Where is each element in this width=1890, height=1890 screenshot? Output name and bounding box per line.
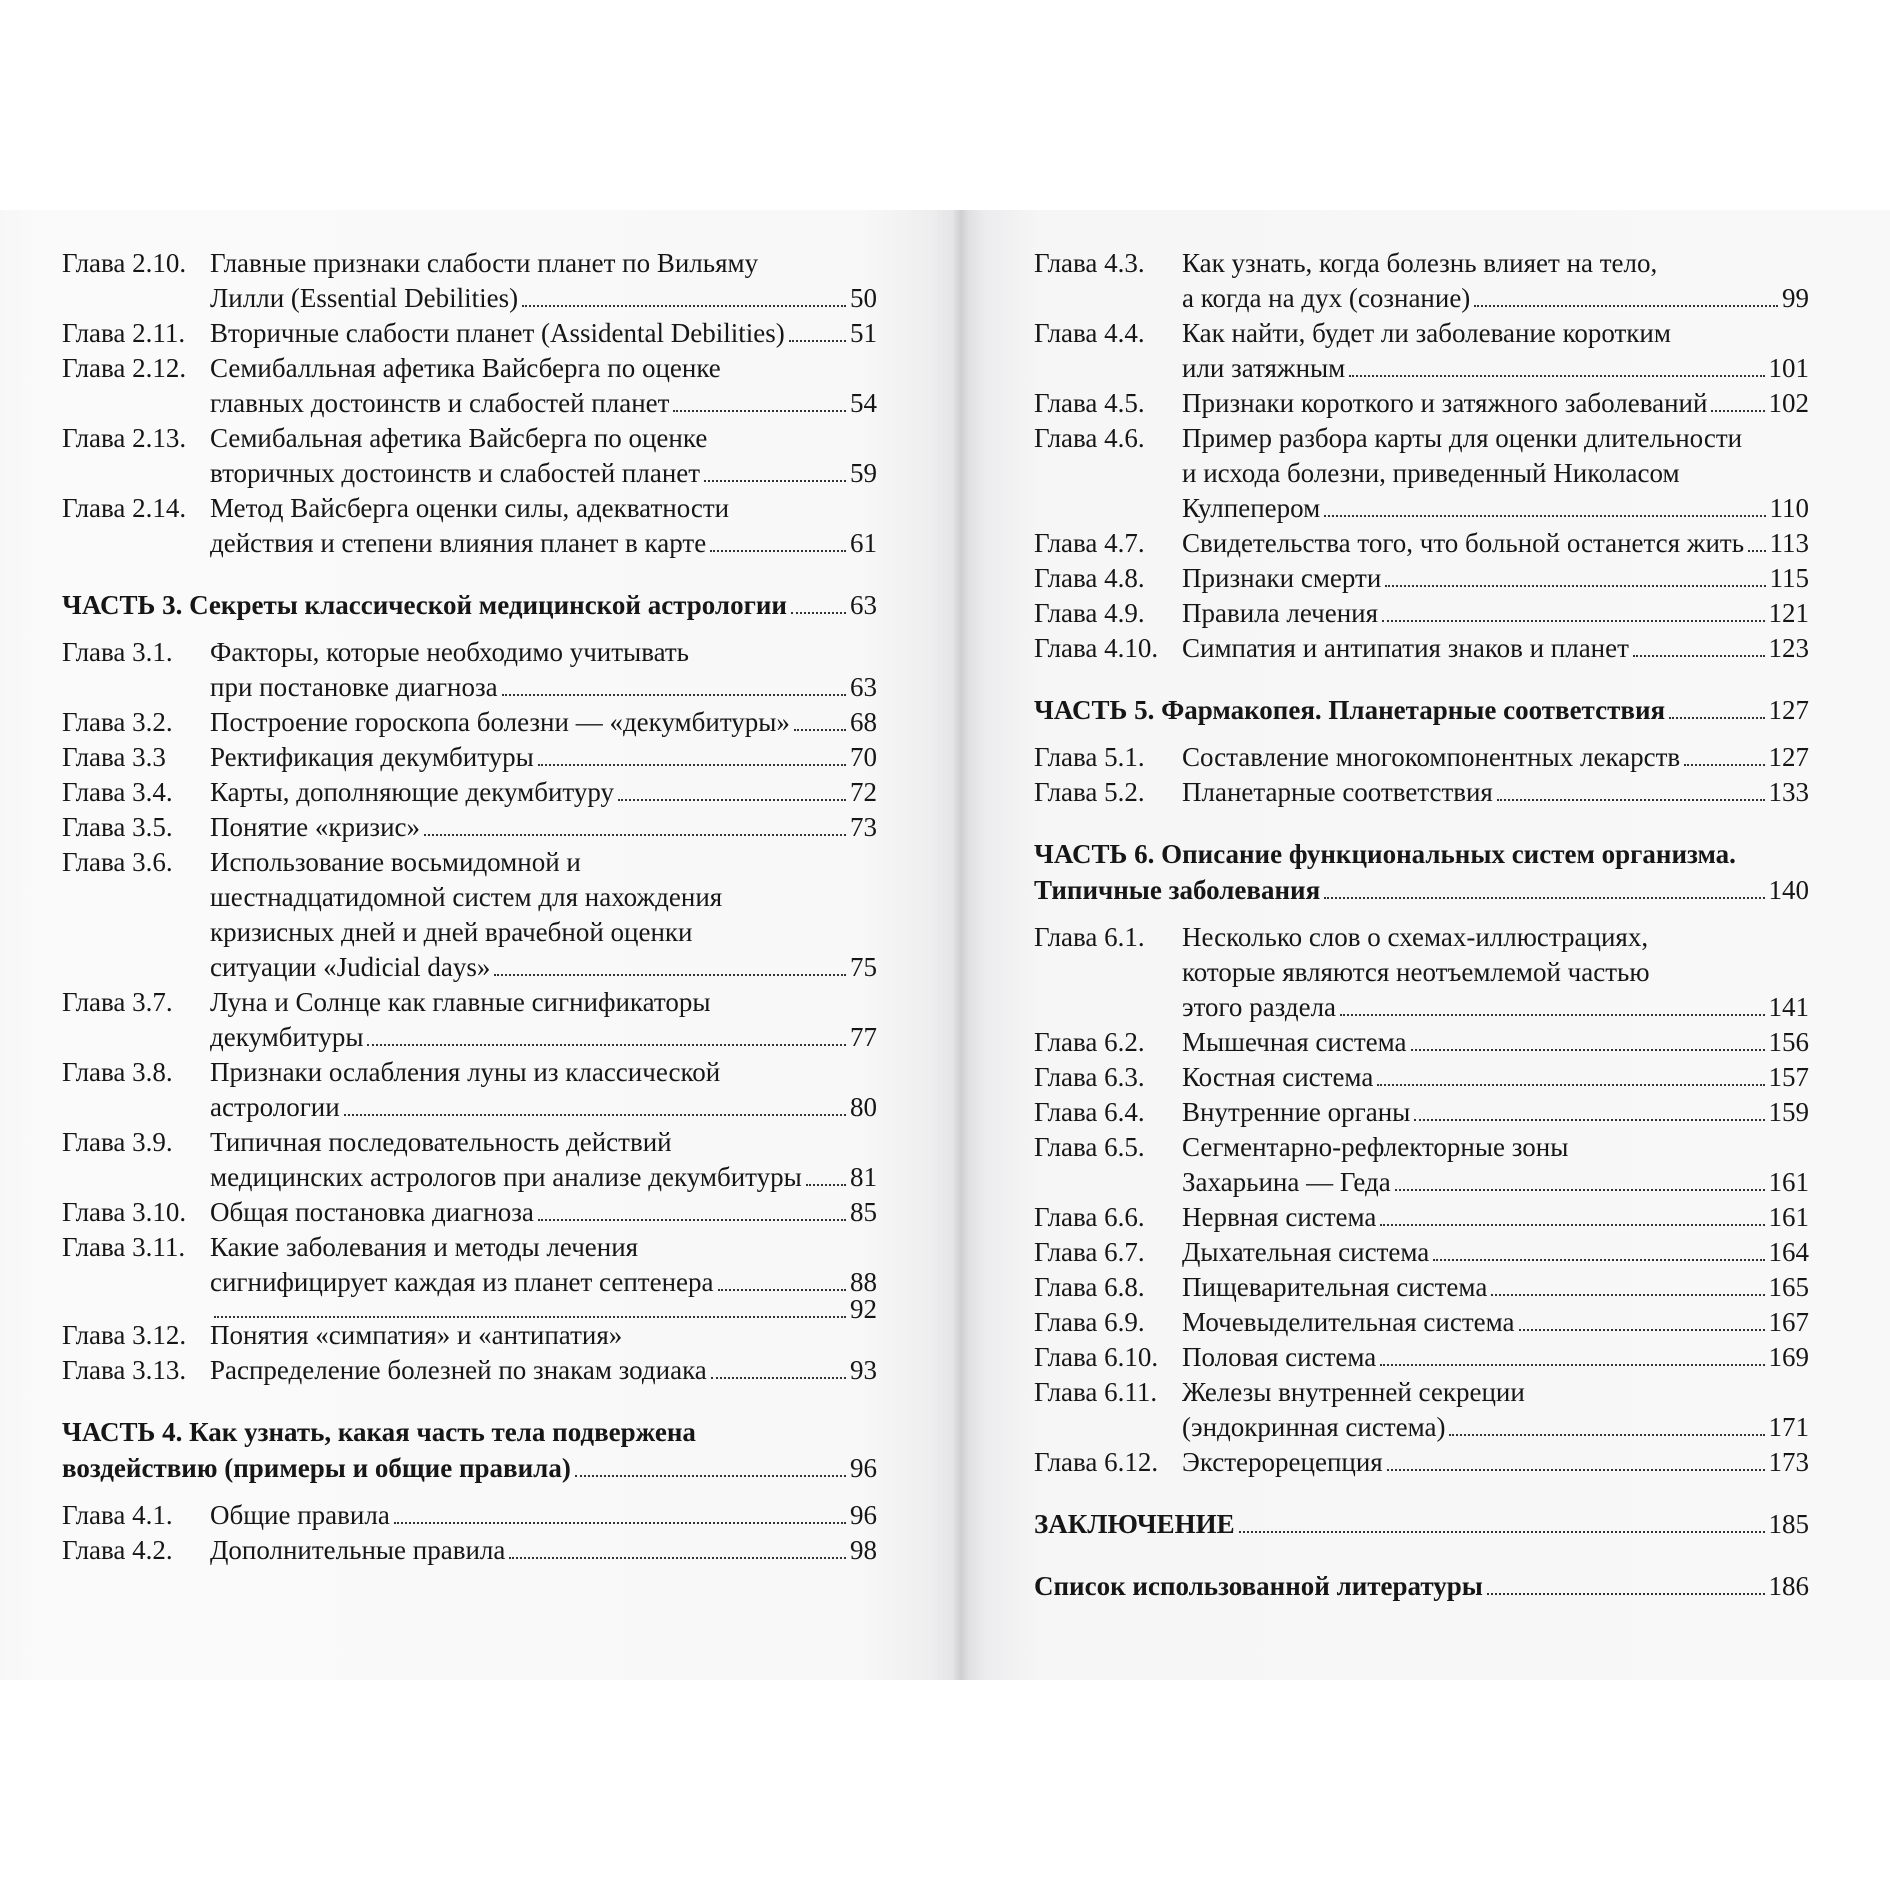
toc-dot-leader [1382, 619, 1764, 622]
toc-entry [62, 985, 877, 1055]
toc-page-number: 171 [1768, 1412, 1809, 1442]
toc-entry-title-line: Общие правила [210, 1500, 390, 1530]
toc-entry-title-line: Как узнать, когда болезнь влияет на тело, [1182, 248, 1658, 278]
toc-chapter-number: Глава 6.8. [1034, 1272, 1145, 1302]
toc-entry [1034, 1270, 1809, 1305]
toc-page-number: 101 [1768, 353, 1809, 383]
toc-entry-title-line: ситуации «Judicial days» [210, 952, 491, 982]
toc-entry-title-line: Общая постановка диагноза [210, 1197, 534, 1227]
toc-entry-title-line: Свидетельства того, что больной останется жить [1182, 528, 1745, 558]
toc-dot-leader [1380, 1363, 1764, 1366]
toc-page-number: 96 [850, 1453, 877, 1483]
toc-chapter-number: Глава 4.8. [1034, 563, 1145, 593]
toc-entry-title-line: Железы внутренней секреции [1182, 1377, 1525, 1407]
toc-page-number: 88 [850, 1267, 877, 1297]
toc-entry [1034, 596, 1809, 631]
toc-entry-title-line: Признаки короткого и затяжного заболеваний [1182, 388, 1708, 418]
toc-entry [62, 1498, 877, 1533]
toc-page-number: 96 [850, 1500, 877, 1530]
toc-chapter-number: Глава 4.1. [62, 1500, 173, 1530]
toc-page-number: 99 [1782, 283, 1809, 313]
toc-entry-title-line: Семибалльная афетика Вайсберга по оценке [210, 353, 721, 383]
toc-entry-title-line: Типичная последовательность действий [210, 1127, 672, 1157]
toc-entry [1034, 920, 1809, 1025]
toc-entry-title-line: Дополнительные правила [210, 1535, 506, 1565]
toc-chapter-number: Глава 3.4. [62, 777, 173, 807]
toc-chapter-number: Глава 3.2. [62, 707, 173, 737]
toc-entry-title-line: ЧАСТЬ 5. Фармакопея. Планетарные соответствия [1034, 695, 1666, 725]
toc-dot-leader [791, 611, 846, 614]
toc-entry-title-line: Типичные заболевания [1034, 875, 1321, 905]
toc-chapter-number: Глава 6.7. [1034, 1237, 1145, 1267]
toc-page-number: 186 [1768, 1571, 1809, 1601]
toc-entry [62, 1125, 877, 1195]
toc-entry-title-line: Понятие «кризис» [210, 812, 421, 842]
toc-entry-title-line: действия и степени влияния планет в карте [210, 528, 707, 558]
toc-dot-leader [509, 1556, 846, 1559]
toc-entry-title-line: Симпатия и антипатия знаков и планет [1182, 633, 1629, 663]
toc-dot-leader [538, 1218, 846, 1221]
toc-part-heading [1034, 836, 1809, 908]
toc-chapter-number: Глава 3.10. [62, 1197, 187, 1227]
toc-entry [62, 1055, 877, 1125]
toc-dot-leader [794, 728, 846, 731]
toc-dot-leader [1497, 798, 1765, 801]
toc-dot-leader [367, 1043, 846, 1046]
toc-chapter-number: Глава 4.3. [1034, 248, 1145, 278]
book-spread [0, 210, 1890, 1680]
toc-dot-leader [1684, 763, 1764, 766]
toc-dot-leader [718, 1288, 846, 1291]
toc-entry [62, 1294, 877, 1324]
toc-dot-leader [1748, 549, 1765, 552]
toc-entry [1034, 1340, 1809, 1375]
toc-dot-leader [618, 798, 846, 801]
toc-page-number: 81 [850, 1162, 877, 1192]
book-gutter [954, 210, 968, 1680]
toc-page-number: 80 [850, 1092, 877, 1122]
toc-dot-leader [1385, 584, 1765, 587]
toc-entry-title-line: Составление многокомпонентных лекарств [1182, 742, 1681, 772]
toc-entry [1034, 631, 1809, 666]
toc-dot-leader [1449, 1433, 1764, 1436]
toc-dot-leader [1474, 304, 1778, 307]
toc-chapter-number: Глава 6.5. [1034, 1132, 1145, 1162]
toc-entry-title-line: медицинских астрологов при анализе декумбитуры [210, 1162, 802, 1192]
toc-entry-title-line: (эндокринная система) [1182, 1412, 1446, 1442]
toc-dot-leader [1340, 1013, 1764, 1016]
toc-entry [62, 246, 877, 316]
toc-entry-title-line: астрологии [210, 1092, 340, 1122]
toc-dot-leader [1324, 514, 1765, 517]
toc-entry [62, 316, 877, 351]
toc-entry [62, 775, 877, 810]
toc-entry-title-line: воздействию (примеры и общие правила) [62, 1453, 571, 1483]
toc-dot-leader [344, 1113, 846, 1116]
toc-entry-title-line: кризисных дней и дней врачебной оценки [210, 917, 693, 947]
toc-part-heading [62, 1414, 877, 1486]
toc-chapter-number: Глава 2.13. [62, 423, 187, 453]
toc-entry [62, 1195, 877, 1230]
toc-page-number: 63 [850, 590, 877, 620]
toc-chapter-number: Глава 5.2. [1034, 777, 1145, 807]
toc-dot-leader [538, 763, 846, 766]
toc-entry-title-line: этого раздела [1182, 992, 1337, 1022]
toc-dot-leader [522, 304, 846, 307]
toc-dot-leader [575, 1474, 846, 1477]
toc-entry [62, 1318, 877, 1353]
toc-chapter-number: Глава 2.11. [62, 318, 186, 348]
toc-chapter-number: Глава 6.1. [1034, 922, 1145, 952]
toc-entry [1034, 1130, 1809, 1200]
toc-entry-title-line: которые являются неотъемлемой частью [1182, 957, 1650, 987]
toc-chapter-number: Глава 6.9. [1034, 1307, 1145, 1337]
toc-chapter-number: Глава 6.10. [1034, 1342, 1159, 1372]
toc-entry [1034, 526, 1809, 561]
toc-dot-leader [502, 693, 846, 696]
toc-chapter-number: Глава 4.9. [1034, 598, 1145, 628]
toc-dot-leader [494, 973, 846, 976]
toc-dot-leader [1411, 1048, 1765, 1051]
toc-page-number: 77 [850, 1022, 877, 1052]
toc-entry [62, 705, 877, 740]
toc-dot-leader [1519, 1328, 1765, 1331]
toc-page-number: 169 [1768, 1342, 1809, 1372]
toc-dot-leader [1633, 654, 1765, 657]
toc-entry-title-line: Список использованной литературы [1034, 1571, 1483, 1601]
toc-page-number: 72 [850, 777, 877, 807]
toc-part-heading [62, 587, 877, 623]
toc-entry-title-line: Понятия «симпатия» и «антипатия» [210, 1320, 623, 1350]
toc-chapter-number: Глава 4.10. [1034, 633, 1159, 663]
toc-page-number: 113 [1769, 528, 1809, 558]
toc-page-number: 173 [1768, 1447, 1809, 1477]
toc-chapter-number: Глава 6.11. [1034, 1377, 1158, 1407]
toc-dot-leader [673, 409, 846, 412]
toc-entry [1034, 421, 1809, 526]
toc-entry [1034, 1375, 1809, 1445]
toc-entry [1034, 246, 1809, 316]
toc-dot-leader [1395, 1188, 1765, 1191]
toc-page-number: 54 [850, 388, 877, 418]
toc-entry [62, 740, 877, 775]
toc-chapter-number: Глава 3.8. [62, 1057, 173, 1087]
toc-entry-title-line: вторичных достоинств и слабостей планет [210, 458, 701, 488]
toc-page-number: 185 [1768, 1509, 1809, 1539]
toc-entry [62, 635, 877, 705]
toc-entry-title-line: Распределение болезней по знакам зодиака [210, 1355, 707, 1385]
toc-entry-title-line: Пример разбора карты для оценки длительности [1182, 423, 1743, 453]
toc-dot-leader [1380, 1223, 1764, 1226]
toc-dot-leader [1377, 1083, 1764, 1086]
toc-entry-title-line: Как найти, будет ли заболевание коротким [1182, 318, 1671, 348]
toc-entry [1034, 775, 1809, 810]
toc-entry-title-line: ЗАКЛЮЧЕНИЕ [1034, 1509, 1235, 1539]
toc-dot-leader [704, 479, 846, 482]
toc-entry-title-line: сигнифицирует каждая из планет септенера [210, 1267, 714, 1297]
toc-page-number: 121 [1768, 598, 1809, 628]
toc-page-number: 51 [850, 318, 877, 348]
toc-entry-title-line: декумбитуры [210, 1022, 364, 1052]
toc-page-number: 161 [1768, 1167, 1809, 1197]
toc-dot-leader [1487, 1592, 1765, 1595]
toc-chapter-number: Глава 2.10. [62, 248, 187, 278]
right-page [960, 210, 1890, 1680]
toc-dot-leader [1491, 1293, 1764, 1296]
toc-page-number: 63 [850, 672, 877, 702]
toc-entry-title-line: Сегментарно-рефлекторные зоны [1182, 1132, 1569, 1162]
toc-page-number: 102 [1768, 388, 1809, 418]
toc-page-number: 75 [850, 952, 877, 982]
table-of-contents-right [1034, 246, 1809, 1616]
toc-page-number: 127 [1768, 742, 1809, 772]
toc-entry-title-line: Планетарные соответствия [1182, 777, 1493, 807]
toc-chapter-number: Глава 2.12. [62, 353, 187, 383]
toc-chapter-number: Глава 3.6. [62, 847, 173, 877]
toc-entry-title-line: Построение гороскопа болезни — «декумбитуры» [210, 707, 790, 737]
toc-chapter-number: Глава 2.14. [62, 493, 187, 523]
toc-entry-title-line: Экстерорецепция [1182, 1447, 1383, 1477]
toc-page-number: 98 [850, 1535, 877, 1565]
toc-entry-title-line: Использование восьмидомной и [210, 847, 581, 877]
toc-dot-leader [711, 1376, 846, 1379]
toc-page-number: 141 [1768, 992, 1809, 1022]
toc-entry [1034, 1095, 1809, 1130]
toc-entry-title-line: Факторы, которые необходимо учитывать [210, 637, 689, 667]
toc-entry-title-line: Главные признаки слабости планет по Вильяму [210, 248, 759, 278]
toc-entry-title-line: ЧАСТЬ 3. Секреты классической медицинской астрологии [62, 590, 787, 620]
toc-entry [1034, 740, 1809, 775]
toc-chapter-number: Глава 6.4. [1034, 1097, 1145, 1127]
toc-entry [62, 1230, 877, 1300]
toc-page-number: 61 [850, 528, 877, 558]
toc-page-number: 161 [1768, 1202, 1809, 1232]
toc-entry [62, 1353, 877, 1388]
toc-entry [1034, 1235, 1809, 1270]
toc-entry-title-line: Несколько слов о схемах-иллюстрациях, [1182, 922, 1649, 952]
toc-entry [1034, 316, 1809, 386]
toc-page-number: 50 [850, 283, 877, 313]
toc-dot-leader [1433, 1258, 1764, 1261]
toc-entry-title-line: Какие заболевания и методы лечения [210, 1232, 639, 1262]
toc-entry-title-line: ЧАСТЬ 4. Как узнать, какая часть тела подвержена [62, 1417, 696, 1447]
toc-chapter-number: Глава 3.9. [62, 1127, 173, 1157]
toc-entry [1034, 1025, 1809, 1060]
toc-chapter-number: Глава 4.2. [62, 1535, 173, 1565]
toc-page-number: 159 [1768, 1097, 1809, 1127]
toc-entry-title-line: при постановке диагноза [210, 672, 498, 702]
toc-chapter-number: Глава 4.6. [1034, 423, 1145, 453]
toc-part-heading [1034, 1568, 1809, 1604]
toc-page-number: 93 [850, 1355, 877, 1385]
toc-entry-title-line: Семибальная афетика Вайсберга по оценке [210, 423, 708, 453]
toc-entry-title-line: Захарьина — Геда [1182, 1167, 1391, 1197]
toc-entry-title-line: шестнадцатидомной систем для нахождения [210, 882, 723, 912]
toc-page-number: 157 [1768, 1062, 1809, 1092]
toc-entry [1034, 1200, 1809, 1235]
toc-dot-leader [1239, 1530, 1765, 1533]
toc-chapter-number: Глава 3.1. [62, 637, 173, 667]
toc-entry-title-line: Кулпепером [1182, 493, 1321, 523]
toc-page-number: 110 [1769, 493, 1809, 523]
toc-dot-leader [1387, 1468, 1765, 1471]
toc-entry [1034, 561, 1809, 596]
toc-chapter-number: Глава 3.3 [62, 742, 166, 772]
left-page [0, 210, 960, 1680]
toc-entry-title-line: ЧАСТЬ 6. Описание функциональных систем организма. [1034, 839, 1736, 869]
toc-dot-leader [1414, 1118, 1764, 1121]
toc-entry [62, 845, 877, 985]
toc-dot-leader [789, 339, 846, 342]
toc-page-number: 133 [1768, 777, 1809, 807]
toc-dot-leader [424, 833, 846, 836]
toc-dot-leader [1711, 409, 1764, 412]
toc-entry-title-line: Вторичные слабости планет (Assidental Debilities) [210, 318, 785, 348]
toc-page-number: 127 [1768, 695, 1809, 725]
toc-part-heading [1034, 692, 1809, 728]
toc-entry [62, 351, 877, 421]
toc-page-number: 164 [1768, 1237, 1809, 1267]
toc-chapter-number: Глава 6.2. [1034, 1027, 1145, 1057]
toc-entry-title-line: Признаки ослабления луны из классической [210, 1057, 721, 1087]
toc-chapter-number: Глава 3.13. [62, 1355, 187, 1385]
toc-entry-title-line: Костная система [1182, 1062, 1374, 1092]
toc-chapter-number: Глава 3.5. [62, 812, 173, 842]
toc-chapter-number: Глава 3.7. [62, 987, 173, 1017]
toc-entry-title-line: или затяжным [1182, 353, 1346, 383]
table-of-contents-left [62, 246, 877, 1568]
toc-entry-title-line: главных достоинств и слабостей планет [210, 388, 670, 418]
toc-chapter-number: Глава 4.7. [1034, 528, 1145, 558]
toc-entry [1034, 1305, 1809, 1340]
toc-entry-title-line: Карты, дополняющие декумбитуру [210, 777, 614, 807]
toc-entry-title-line: Пищеварительная система [1182, 1272, 1488, 1302]
toc-chapter-number: Глава 6.12. [1034, 1447, 1159, 1477]
toc-entry-title-line: Ректификация декумбитуры [210, 742, 534, 772]
toc-dot-leader [1349, 374, 1764, 377]
toc-chapter-number: Глава 5.1. [1034, 742, 1145, 772]
toc-page-number: 165 [1768, 1272, 1809, 1302]
toc-entry-title-line: Метод Вайсберга оценки силы, адекватности [210, 493, 730, 523]
toc-page-number: 85 [850, 1197, 877, 1227]
toc-dot-leader [710, 549, 846, 552]
toc-dot-leader [394, 1521, 846, 1524]
toc-entry-title-line: Нервная система [1182, 1202, 1377, 1232]
toc-chapter-number: Глава 3.11. [62, 1232, 186, 1262]
toc-entry-title-line: Мышечная система [1182, 1027, 1407, 1057]
toc-entry [1034, 1060, 1809, 1095]
toc-page-number: 70 [850, 742, 877, 772]
toc-entry [62, 421, 877, 491]
toc-entry [62, 1533, 877, 1568]
toc-dot-leader [1669, 716, 1764, 719]
toc-page-number: 156 [1768, 1027, 1809, 1057]
toc-dot-leader [806, 1183, 846, 1186]
toc-page-number: 140 [1768, 875, 1809, 905]
toc-chapter-number: Глава 6.3. [1034, 1062, 1145, 1092]
toc-entry-title-line: Внутренние органы [1182, 1097, 1411, 1127]
toc-entry-title-line: Половая система [1182, 1342, 1377, 1372]
toc-entry-title-line: Лилли (Essential Debilities) [210, 283, 519, 313]
toc-page-number: 59 [850, 458, 877, 488]
toc-chapter-number: Глава 4.4. [1034, 318, 1145, 348]
toc-chapter-number: Глава 3.12. [62, 1320, 187, 1350]
toc-entry-title-line: Признаки смерти [1182, 563, 1382, 593]
toc-entry [1034, 386, 1809, 421]
toc-entry [1034, 1445, 1809, 1480]
toc-page-number: 92 [850, 1294, 877, 1324]
toc-dot-leader [1324, 896, 1764, 899]
toc-page-number: 73 [850, 812, 877, 842]
toc-page-number: 123 [1768, 633, 1809, 663]
toc-page-number: 167 [1768, 1307, 1809, 1337]
toc-entry-title-line: Правила лечения [1182, 598, 1379, 628]
toc-entry-title-line: Дыхательная система [1182, 1237, 1430, 1267]
toc-entry [62, 491, 877, 561]
toc-entry-title-line: Луна и Солнце как главные сигнификаторы [210, 987, 711, 1017]
toc-chapter-number: Глава 6.6. [1034, 1202, 1145, 1232]
toc-page-number: 115 [1769, 563, 1809, 593]
toc-entry [62, 810, 877, 845]
toc-entry-title-line: а когда на дух (сознание) [1182, 283, 1471, 313]
toc-page-number: 68 [850, 707, 877, 737]
toc-entry-title-line: Мочевыделительная система [1182, 1307, 1515, 1337]
toc-entry-title-line: и исхода болезни, приведенный Николасом [1182, 458, 1680, 488]
toc-part-heading [1034, 1506, 1809, 1542]
toc-chapter-number: Глава 4.5. [1034, 388, 1145, 418]
